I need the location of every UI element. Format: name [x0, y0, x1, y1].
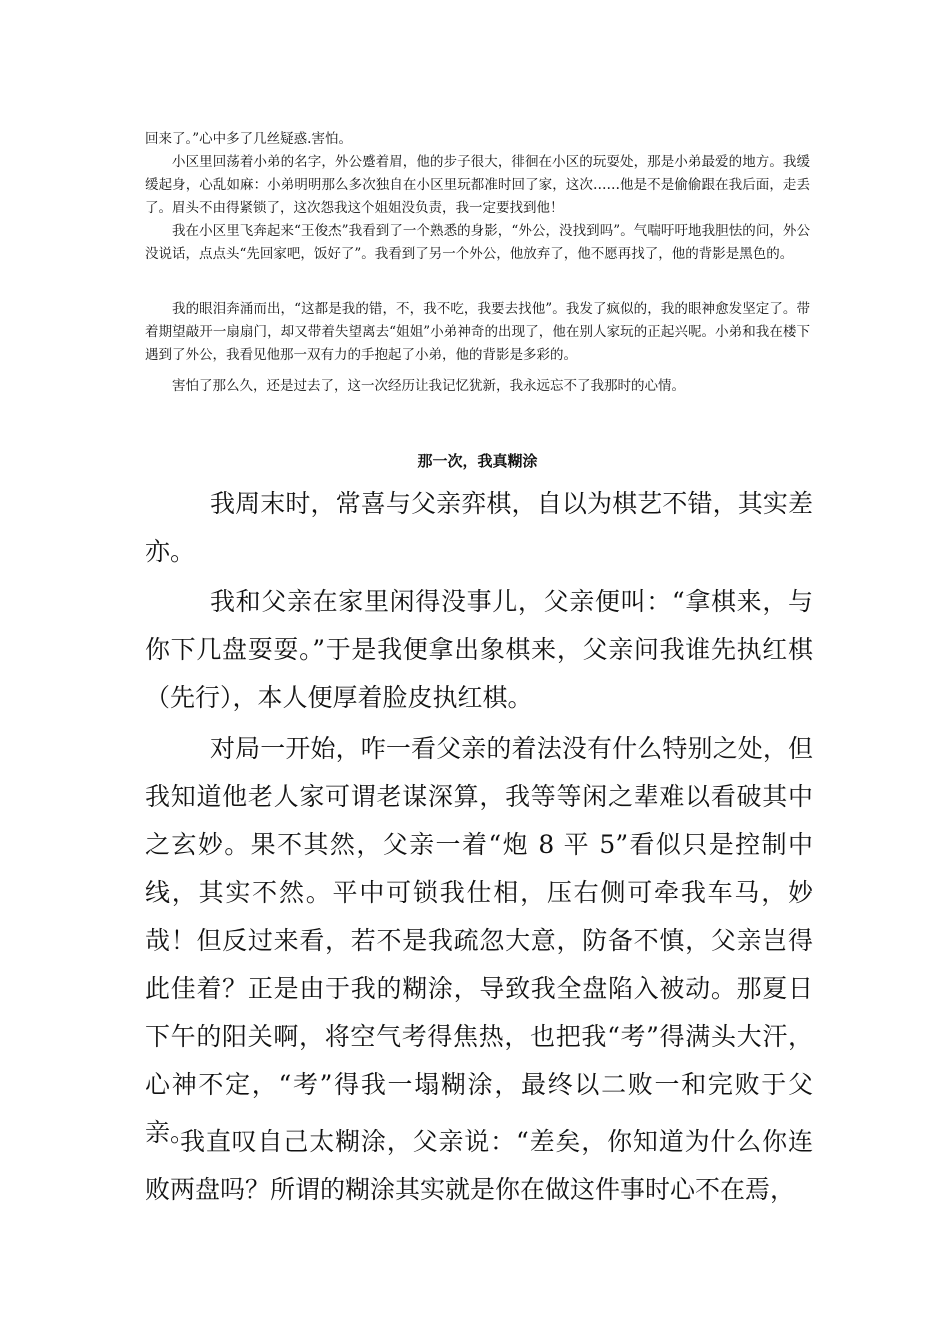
top-essay-paragraph-4: 我的眼泪奔涌而出，“这都是我的错，不，我不吃，我要去找他”。我发了疯似的，我的眼神愈发坚定了。带着期望敲开一扇扇门，却又带着失望离去“姐姐”小弟神奇的出现了，他在别人家玩的正起兴呢。小弟和我在楼下遇到了外公，我看见他那一双有力的手抱起了小弟，他的背影是多彩的。: [145, 301, 810, 363]
top-essay-paragraph-3: 我在小区里飞奔起来“王俊杰”我看到了一个熟悉的身影，“外公，没找到吗”。气喘吁吁地我胆怯的问，外公没说话，点点头“先回家吧，饭好了”。我看到了另一个外公，他放弃了，他不愿再找了，他的背影是黑色的。: [145, 223, 810, 262]
essay-paragraph-2: 我和父亲在家里闲得没事儿，父亲便叫：“拿棋来，与你下几盘耍耍。”于是我便拿出象棋来，父亲问我谁先执红棋（先行），本人便厚着脸皮执红棋。: [145, 587, 813, 712]
essay-paragraph-1: 我周末时，常喜与父亲弈棋，自以为棋艺不错，其实差亦。: [145, 489, 813, 566]
essay-paragraph-4: 我直叹自己太糊涂，父亲说：“差矣，你知道为什么你连败两盘吗？所谓的糊涂其实就是你在做这件事时心不在焉，: [145, 1127, 813, 1204]
essay-title: 那一次，我真糊涂: [417, 452, 538, 470]
top-essay-paragraph-2: 小区里回荡着小弟的名字，外公蹙着眉，他的步子很大，徘徊在小区的玩耍处，那是小弟最爱的地方。我缓缓起身，心乱如麻：小弟明明那么多次独自在小区里玩都准时回了家，这次……他是不是偷偷跟在我后面，走丢了。眉头不由得紧锁了，这次怨我这个姐姐没负责，我一定要找到他！: [145, 154, 810, 216]
top-essay-paragraph-5: 害怕了那么久，还是过去了，这一次经历让我记忆犹新，我永远忘不了我那时的心情。: [172, 378, 685, 394]
essay-paragraph-3: 对局一开始，咋一看父亲的着法没有什么特别之处，但我知道他老人家可谓老谋深算，我等等闲之辈难以看破其中之玄妙。果不其然，父亲一着“炮 8 平 5”看似只是控制中线，其实不然。平中可锁我仕相，压右侧可牵我车马，妙哉！但反过来看，若不是我疏忽大意，防备不慎，父亲岂得此佳着？正是由于我的糊涂，导致我全盘陷入被动。那夏日下午的阳关啊，将空气考得焦热，也把我“考”得满头大汗，心神不定，“考”得我一塌糊涂，最终以二败一和完败于父亲。: [145, 734, 813, 1147]
top-essay-paragraph-1: 回来了。”心中多了几丝疑惑.害怕。: [145, 131, 352, 147]
